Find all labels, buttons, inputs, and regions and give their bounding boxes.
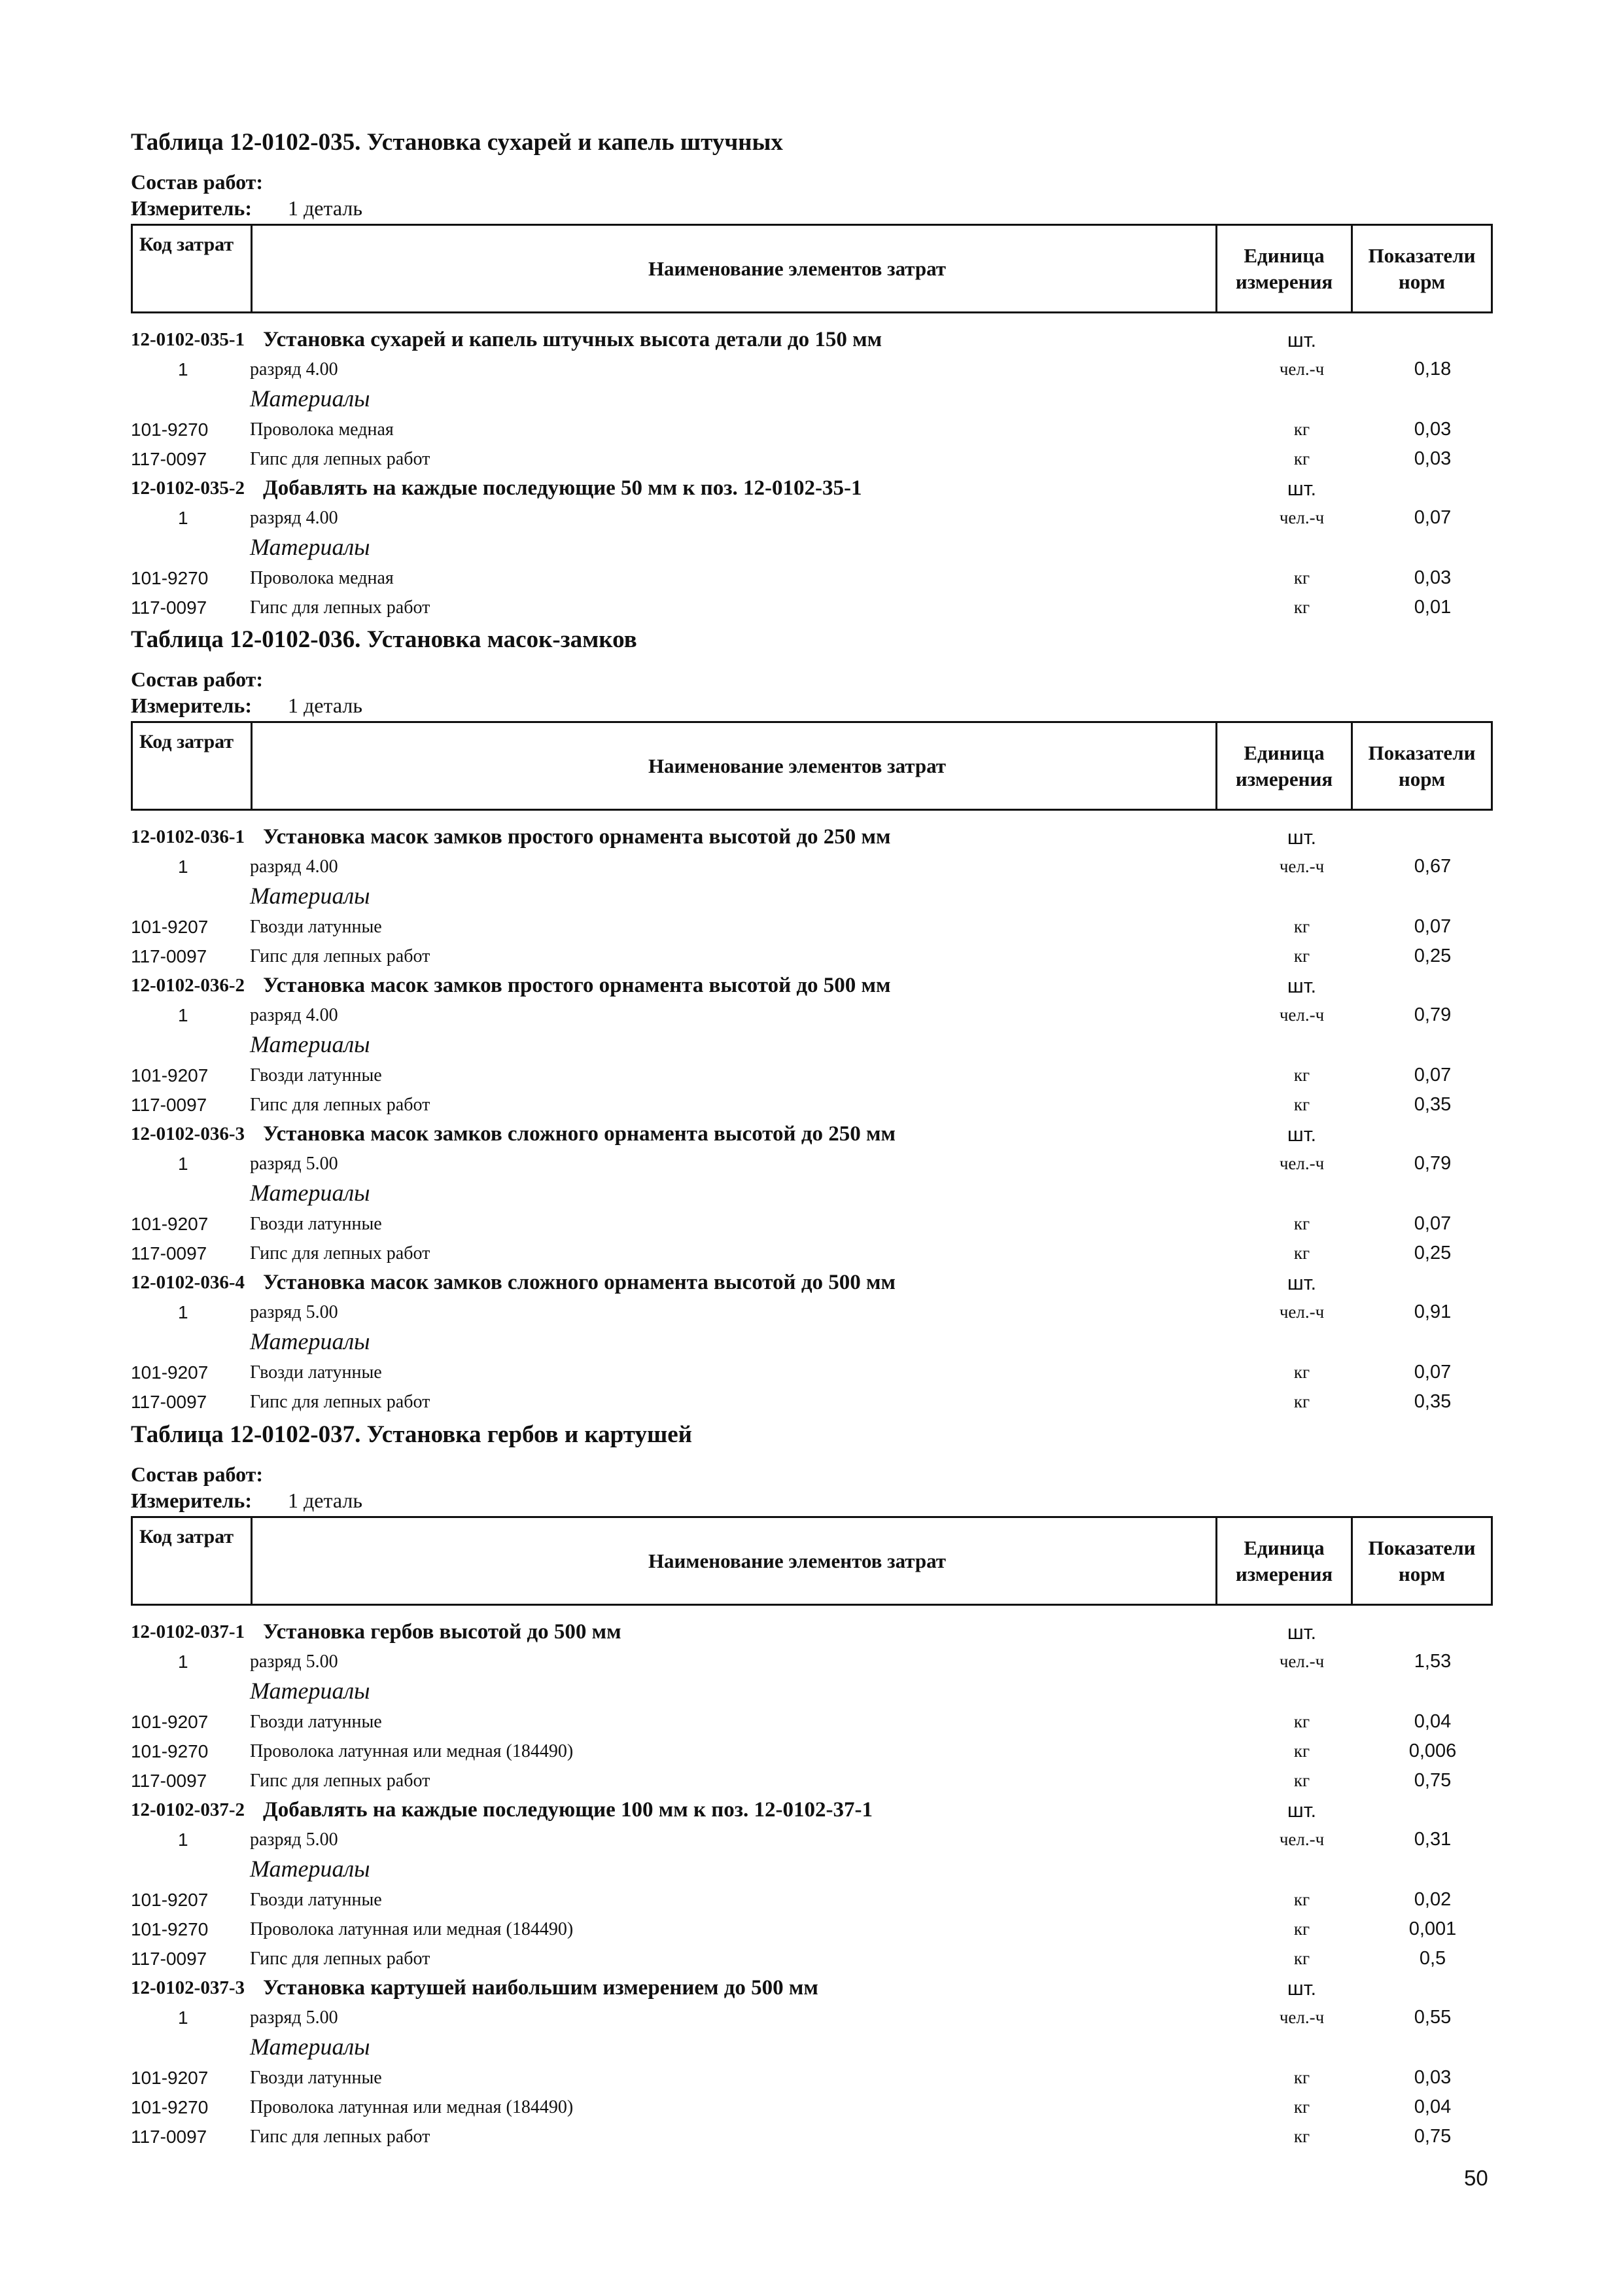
- row-norm: 0,04: [1414, 2096, 1452, 2117]
- row-unit: шт.: [1287, 477, 1317, 500]
- row-name: Гвозди латунные: [250, 1362, 382, 1383]
- table-header: [131, 224, 1493, 313]
- row-name: Гипс для лепных работ: [250, 946, 430, 966]
- header-code: Код затрат: [133, 226, 253, 311]
- row-name: Гвозди латунные: [250, 1712, 382, 1732]
- row-code: 101-9270: [131, 1741, 209, 1761]
- row-unit: кг: [1293, 2068, 1310, 2087]
- row-code: 101-9207: [131, 2068, 209, 2088]
- materials-heading-row: [131, 1327, 1505, 1358]
- table-row: [131, 1061, 1505, 1090]
- row-code: 1: [178, 508, 188, 528]
- row-code: 101-9207: [131, 917, 209, 937]
- row-unit: кг: [1293, 1065, 1310, 1085]
- table-row: [131, 1707, 1505, 1737]
- row-unit: кг: [1293, 917, 1310, 936]
- row-name: Установка масок замков простого орнамента высотой до 500 мм: [263, 974, 891, 997]
- table-row: [131, 1149, 1505, 1178]
- row-unit: шт.: [1287, 1799, 1317, 1822]
- row-name: Добавлять на каждые последующие 50 мм к поз. 12-0102-35-1: [263, 476, 862, 500]
- table-row: [131, 593, 1505, 622]
- table-title: Таблица 12-0102-036. Установка масок-замков: [131, 626, 637, 653]
- row-name: Гипс для лепных работ: [250, 1949, 430, 1969]
- measure-line: [131, 1487, 1505, 1513]
- table-row: [131, 1766, 1505, 1795]
- row-norm: 0,5: [1419, 1948, 1446, 1969]
- table-row: [131, 2063, 1505, 2093]
- row-unit: чел.-ч: [1279, 1829, 1325, 1849]
- row-unit: кг: [1293, 2097, 1310, 2117]
- row-norm: 0,91: [1414, 1301, 1452, 1322]
- row-norm: 0,03: [1414, 567, 1452, 588]
- work-composition-label: Состав работ:: [131, 170, 264, 194]
- row-norm: 0,25: [1414, 1243, 1452, 1263]
- measure-label: Измеритель:: [131, 694, 252, 717]
- row-name: Материалы: [250, 883, 370, 909]
- table-row: [131, 1298, 1505, 1327]
- table-title: Таблица 12-0102-037. Установка гербов и картушей: [131, 1421, 692, 1448]
- row-code: 1: [178, 359, 188, 380]
- header-unit: Единица измерения: [1215, 226, 1353, 311]
- row-unit: кг: [1293, 1214, 1310, 1233]
- table-body: [131, 325, 1505, 622]
- table-section: [131, 622, 1505, 1417]
- row-name: разряд 4.00: [250, 1005, 338, 1025]
- row-name: Материалы: [250, 1328, 370, 1354]
- row-unit: чел.-ч: [1279, 857, 1325, 876]
- row-unit: кг: [1293, 1890, 1310, 1909]
- materials-heading-row: [131, 1178, 1505, 1209]
- row-code: 12-0102-036-3: [131, 1123, 245, 1144]
- row-norm: 0,02: [1414, 1889, 1452, 1910]
- row-unit: кг: [1293, 1362, 1310, 1382]
- row-unit: кг: [1293, 449, 1310, 468]
- row-code: 101-9270: [131, 568, 209, 588]
- row-code: 12-0102-035-2: [131, 478, 245, 499]
- row-code: 117-0097: [131, 597, 207, 618]
- work-composition-label: Состав работ:: [131, 667, 264, 691]
- position-row: [131, 1795, 1505, 1825]
- header-code: Код затрат: [133, 1518, 253, 1604]
- row-code: 101-9270: [131, 419, 209, 440]
- row-name: разряд 5.00: [250, 2007, 338, 2028]
- row-code: 1: [178, 1651, 188, 1672]
- row-norm: 0,18: [1414, 359, 1452, 380]
- table-body: [131, 822, 1505, 1417]
- row-code: 12-0102-035-1: [131, 329, 245, 350]
- row-norm: 0,03: [1414, 448, 1452, 469]
- row-norm: 0,006: [1408, 1740, 1457, 1761]
- row-unit: чел.-ч: [1279, 359, 1325, 379]
- table-title: Таблица 12-0102-035. Установка сухарей и капель штучных: [131, 129, 783, 156]
- row-unit: чел.-ч: [1279, 2007, 1325, 2027]
- row-name: разряд 4.00: [250, 508, 338, 528]
- row-name: Материалы: [250, 1678, 370, 1704]
- row-name: Гипс для лепных работ: [250, 1243, 430, 1263]
- row-norm: 0,07: [1414, 1065, 1452, 1086]
- row-unit: чел.-ч: [1279, 508, 1325, 527]
- row-code: 101-9207: [131, 1065, 209, 1086]
- header-norm: Показатели норм: [1368, 1536, 1476, 1585]
- row-name: разряд 5.00: [250, 1651, 338, 1672]
- row-code: 12-0102-037-3: [131, 1977, 245, 1998]
- row-code: 117-0097: [131, 449, 207, 469]
- row-unit: кг: [1293, 597, 1310, 617]
- header-norm: Показатели норм: [1368, 741, 1476, 790]
- row-code: 12-0102-036-2: [131, 975, 245, 996]
- row-code: 1: [178, 1829, 188, 1850]
- table-row: [131, 2003, 1505, 2032]
- materials-heading-row: [131, 1030, 1505, 1061]
- table-row: [131, 942, 1505, 971]
- row-code: 101-9207: [131, 1214, 209, 1234]
- row-norm: 0,55: [1414, 2007, 1452, 2028]
- row-code: 117-0097: [131, 1392, 207, 1412]
- row-norm: 0,03: [1414, 2067, 1452, 2088]
- row-name: Материалы: [250, 534, 370, 560]
- row-unit: шт.: [1287, 328, 1317, 351]
- row-norm: 0,35: [1414, 1094, 1452, 1115]
- table-row: [131, 415, 1505, 444]
- row-code: 1: [178, 857, 188, 877]
- table-header: [131, 721, 1493, 811]
- row-unit: кг: [1293, 1771, 1310, 1790]
- row-name: разряд 5.00: [250, 1302, 338, 1322]
- row-code: 117-0097: [131, 946, 207, 966]
- row-unit: кг: [1293, 1243, 1310, 1263]
- table-row: [131, 1885, 1505, 1915]
- table-row: [131, 444, 1505, 474]
- row-unit: чел.-ч: [1279, 1651, 1325, 1671]
- row-unit: чел.-ч: [1279, 1302, 1325, 1322]
- header-name: Наименование элементов затрат: [648, 256, 947, 280]
- row-code: 117-0097: [131, 2127, 207, 2147]
- row-name: Установка масок замков сложного орнамента высотой до 500 мм: [263, 1271, 896, 1294]
- row-norm: 0,75: [1414, 1770, 1452, 1791]
- row-norm: 0,79: [1414, 1153, 1452, 1174]
- row-name: Материалы: [250, 1856, 370, 1882]
- row-norm: 0,35: [1414, 1391, 1452, 1412]
- table-row: [131, 1358, 1505, 1387]
- row-code: 101-9207: [131, 1890, 209, 1910]
- row-name: Гипс для лепных работ: [250, 2127, 430, 2147]
- row-code: 117-0097: [131, 1243, 207, 1263]
- position-row: [131, 822, 1505, 852]
- row-norm: 1,53: [1414, 1651, 1452, 1672]
- row-name: Проволока латунная или медная (184490): [250, 1741, 574, 1761]
- table-section: [131, 124, 1505, 622]
- row-name: Гипс для лепных работ: [250, 449, 430, 469]
- row-code: 101-9207: [131, 1712, 209, 1732]
- row-name: Гипс для лепных работ: [250, 1392, 430, 1412]
- table-row: [131, 2093, 1505, 2122]
- row-unit: шт.: [1287, 826, 1317, 849]
- row-name: Добавлять на каждые последующие 100 мм к поз. 12-0102-37-1: [263, 1798, 873, 1822]
- table-row: [131, 1090, 1505, 1120]
- row-norm: 0,75: [1414, 2126, 1452, 2147]
- row-norm: 0,01: [1414, 597, 1452, 618]
- row-unit: шт.: [1287, 1621, 1317, 1644]
- row-code: 101-9270: [131, 2097, 209, 2117]
- table-row: [131, 355, 1505, 384]
- row-norm: 0,07: [1414, 1362, 1452, 1383]
- row-unit: шт.: [1287, 1271, 1317, 1294]
- header-unit: Единица измерения: [1215, 1518, 1353, 1604]
- table-row: [131, 2122, 1505, 2151]
- measure-line: [131, 195, 1505, 221]
- row-code: 101-9270: [131, 1919, 209, 1939]
- table-row: [131, 1944, 1505, 1973]
- page-number: 50: [1464, 2166, 1488, 2190]
- row-name: Гипс для лепных работ: [250, 597, 430, 618]
- position-row: [131, 971, 1505, 1000]
- table-row: [131, 563, 1505, 593]
- materials-heading-row: [131, 384, 1505, 415]
- row-name: Установка масок замков простого орнамента высотой до 250 мм: [263, 825, 891, 849]
- header-code: Код затрат: [133, 723, 253, 809]
- row-code: 101-9207: [131, 1362, 209, 1383]
- materials-heading-row: [131, 2032, 1505, 2063]
- row-norm: 0,67: [1414, 856, 1452, 877]
- row-unit: кг: [1293, 1919, 1310, 1939]
- row-name: Материалы: [250, 1180, 370, 1206]
- row-unit: кг: [1293, 1712, 1310, 1731]
- measure-value: 1 деталь: [288, 196, 362, 220]
- row-unit: шт.: [1287, 974, 1317, 997]
- row-unit: шт.: [1287, 1977, 1317, 2000]
- table-row: [131, 1209, 1505, 1239]
- row-name: разряд 5.00: [250, 1829, 338, 1850]
- position-row: [131, 1973, 1505, 2003]
- row-name: Гвозди латунные: [250, 2068, 382, 2088]
- row-norm: 0,31: [1414, 1829, 1452, 1850]
- table-row: [131, 1737, 1505, 1766]
- row-code: 12-0102-037-2: [131, 1799, 245, 1820]
- measure-label: Измеритель:: [131, 196, 252, 220]
- row-code: 1: [178, 1154, 188, 1174]
- table-row: [131, 1239, 1505, 1268]
- row-name: Гвозди латунные: [250, 1890, 382, 1910]
- table-row: [131, 1915, 1505, 1944]
- position-row: [131, 1617, 1505, 1647]
- row-name: Гвозди латунные: [250, 1065, 382, 1086]
- row-code: 1: [178, 1302, 188, 1322]
- row-name: Материалы: [250, 385, 370, 412]
- position-row: [131, 1120, 1505, 1149]
- row-name: Гипс для лепных работ: [250, 1771, 430, 1791]
- row-norm: 0,79: [1414, 1004, 1452, 1025]
- measure-value: 1 деталь: [288, 1489, 362, 1512]
- row-name: разряд 5.00: [250, 1154, 338, 1174]
- row-name: разряд 4.00: [250, 857, 338, 877]
- position-row: [131, 1268, 1505, 1298]
- row-name: Материалы: [250, 1031, 370, 1057]
- row-code: 117-0097: [131, 1095, 207, 1115]
- row-unit: кг: [1293, 946, 1310, 966]
- header-norm: Показатели норм: [1368, 243, 1476, 293]
- row-code: 12-0102-036-4: [131, 1272, 245, 1293]
- materials-heading-row: [131, 881, 1505, 912]
- measure-line: [131, 692, 1505, 718]
- row-norm: 0,03: [1414, 419, 1452, 440]
- row-name: Гипс для лепных работ: [250, 1095, 430, 1115]
- table-header: [131, 1516, 1493, 1606]
- table-row: [131, 852, 1505, 881]
- materials-heading-row: [131, 1854, 1505, 1885]
- row-unit: кг: [1293, 1949, 1310, 1968]
- table-row: [131, 1825, 1505, 1854]
- header-unit: Единица измерения: [1215, 723, 1353, 809]
- row-name: Материалы: [250, 2034, 370, 2060]
- materials-heading-row: [131, 1676, 1505, 1707]
- row-name: разряд 4.00: [250, 359, 338, 380]
- row-norm: 0,07: [1414, 507, 1452, 528]
- row-unit: кг: [1293, 1741, 1310, 1761]
- table-row: [131, 1387, 1505, 1417]
- row-norm: 0,07: [1414, 916, 1452, 937]
- row-name: Проволока медная: [250, 419, 394, 440]
- row-unit: кг: [1293, 2127, 1310, 2146]
- row-norm: 0,001: [1408, 1918, 1457, 1939]
- row-name: Проволока латунная или медная (184490): [250, 1919, 574, 1939]
- row-code: 117-0097: [131, 1949, 207, 1969]
- row-unit: чел.-ч: [1279, 1154, 1325, 1173]
- table-row: [131, 1000, 1505, 1030]
- table-section: [131, 1417, 1505, 2151]
- row-unit: чел.-ч: [1279, 1005, 1325, 1025]
- row-norm: 0,25: [1414, 945, 1452, 966]
- row-unit: кг: [1293, 419, 1310, 439]
- row-name: Проволока медная: [250, 568, 394, 588]
- position-row: [131, 474, 1505, 503]
- row-name: Гвозди латунные: [250, 917, 382, 937]
- row-code: 1: [178, 2007, 188, 2028]
- header-name: Наименование элементов затрат: [648, 754, 947, 777]
- row-norm: 0,04: [1414, 1711, 1452, 1732]
- header-name: Наименование элементов затрат: [648, 1549, 947, 1572]
- measure-value: 1 деталь: [288, 694, 362, 717]
- table-row: [131, 912, 1505, 942]
- row-name: Установка гербов высотой до 500 мм: [263, 1620, 621, 1644]
- row-code: 12-0102-036-1: [131, 826, 245, 847]
- work-composition-label: Состав работ:: [131, 1462, 264, 1486]
- row-unit: кг: [1293, 1095, 1310, 1114]
- row-code: 117-0097: [131, 1771, 207, 1791]
- measure-label: Измеритель:: [131, 1489, 252, 1512]
- table-row: [131, 503, 1505, 533]
- row-code: 12-0102-037-1: [131, 1621, 245, 1642]
- row-unit: шт.: [1287, 1123, 1317, 1146]
- materials-heading-row: [131, 533, 1505, 563]
- row-unit: кг: [1293, 568, 1310, 588]
- position-row: [131, 325, 1505, 355]
- row-name: Установка масок замков сложного орнамента высотой до 250 мм: [263, 1122, 896, 1146]
- row-unit: кг: [1293, 1392, 1310, 1411]
- row-name: Проволока латунная или медная (184490): [250, 2097, 574, 2117]
- table-row: [131, 1647, 1505, 1676]
- table-body: [131, 1617, 1505, 2151]
- row-name: Установка сухарей и капель штучных высота детали до 150 мм: [263, 328, 882, 351]
- row-name: Гвозди латунные: [250, 1214, 382, 1234]
- row-code: 1: [178, 1005, 188, 1025]
- row-norm: 0,07: [1414, 1213, 1452, 1234]
- row-name: Установка картушей наибольшим измерением до 500 мм: [263, 1976, 818, 2000]
